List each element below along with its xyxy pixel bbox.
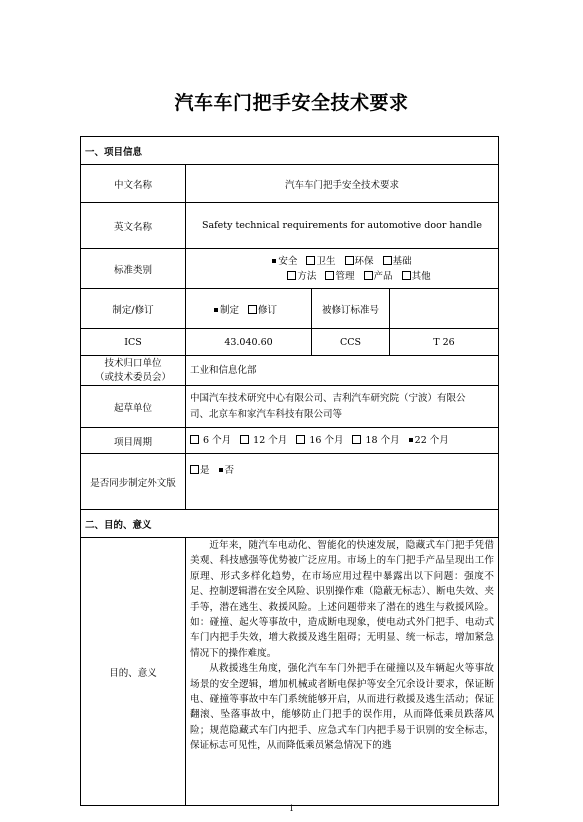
option-22-months[interactable]: 22 个月	[409, 435, 449, 446]
option-environment[interactable]: 环保	[345, 256, 374, 267]
page-number: 1	[288, 804, 295, 813]
row-tech-unit	[81, 356, 499, 386]
option-16-months[interactable]: 16 个月	[296, 435, 343, 446]
checkbox-icon	[352, 435, 361, 444]
make-revise-label: 制定/修订	[81, 289, 186, 329]
option-18-months[interactable]: 18 个月	[352, 435, 399, 446]
std-type-options	[186, 249, 499, 289]
option-basic[interactable]: 基础	[383, 256, 412, 267]
tech-unit-value: 工业和信息化部	[186, 356, 499, 386]
section-header-purpose: 二、目的、意义	[81, 510, 499, 538]
row-period	[81, 428, 499, 454]
revised-std-label: 被修订标准号	[312, 289, 390, 329]
revised-std-value[interactable]	[390, 289, 499, 329]
row-ics-ccs	[81, 329, 499, 356]
option-make[interactable]: 制定	[214, 305, 239, 316]
project-info-table	[80, 136, 499, 806]
option-management[interactable]: 管理	[325, 271, 354, 282]
period-options	[186, 428, 499, 454]
checked-mark-icon	[219, 468, 223, 472]
checkbox-icon	[190, 435, 199, 444]
option-yes[interactable]: 是	[190, 465, 210, 476]
ics-value: 43.040.60	[186, 329, 312, 356]
row-drafter	[81, 386, 499, 428]
purpose-label: 目的、意义	[81, 538, 186, 806]
row-std-type	[81, 249, 499, 289]
option-12-months[interactable]: 12 个月	[240, 435, 287, 446]
row-make-revise	[81, 289, 499, 329]
std-type-line-2	[190, 269, 494, 284]
checkbox-icon	[364, 271, 373, 280]
drafter-value: 中国汽车技术研究中心有限公司、吉利汽车研究院（宁波）有限公 司、北京车和家汽车科技有限公司等	[186, 386, 499, 428]
purpose-paragraph-2: 从救援逃生角度，强化汽车车门外把手在碰撞以及车辆起火等事故场景的安全逻辑，增加机械或者断电保护等安全冗余设计要求，保证断电、碰撞等事故中车门系统能够开启，从而进行救援及逃生活动；保证翻滚、坠落事故中，能够防止门把手的误作用，从而降低乘员跌落风险；规范隐藏式车门内把手、应急式车门内把手易于识别的安全标志，保证标志可见性，从而降低乘员紧急情况下的逃	[190, 663, 494, 752]
checkbox-icon	[383, 256, 392, 265]
purpose-text	[186, 538, 499, 806]
cn-name-label: 中文名称	[81, 165, 186, 203]
row-cn-name	[81, 165, 499, 203]
ccs-value: T 26	[390, 329, 499, 356]
std-type-line-1	[190, 254, 494, 269]
en-name-value: Safety technical requirements for automotive door handle	[186, 203, 499, 249]
en-name-label: 英文名称	[81, 203, 186, 249]
option-no[interactable]: 否	[219, 465, 235, 476]
ccs-label: CCS	[312, 329, 390, 356]
checked-mark-icon	[214, 308, 218, 312]
checked-mark-icon	[409, 438, 413, 442]
checkbox-icon	[240, 435, 249, 444]
option-product[interactable]: 产品	[364, 271, 393, 282]
checkbox-icon	[190, 465, 199, 474]
checked-mark-icon	[272, 259, 276, 263]
sync-label: 是否同步制定外文版	[81, 454, 186, 510]
row-purpose	[81, 538, 499, 806]
option-6-months[interactable]: 6 个月	[190, 435, 231, 446]
tech-unit-label: 技术归口单位 （或技术委员会）	[81, 356, 186, 386]
checkbox-icon	[248, 305, 257, 314]
row-sync-foreign	[81, 454, 499, 510]
period-label: 项目周期	[81, 428, 186, 454]
make-revise-options	[186, 289, 312, 329]
checkbox-icon	[306, 256, 315, 265]
cn-name-value: 汽车车门把手安全技术要求	[186, 165, 499, 203]
option-safety[interactable]: 安全	[272, 256, 297, 267]
checkbox-icon	[296, 435, 305, 444]
ics-label: ICS	[81, 329, 186, 356]
checkbox-icon	[287, 271, 296, 280]
row-en-name	[81, 203, 499, 249]
option-other[interactable]: 其他	[402, 271, 431, 282]
sync-options	[186, 454, 499, 510]
drafter-label: 起草单位	[81, 386, 186, 428]
checkbox-icon	[345, 256, 354, 265]
purpose-paragraph-1: 近年来，随汽车电动化、智能化的快速发展，隐藏式车门把手凭借美观、科技感强等优势被广泛应用。市场上的车门把手产品呈现出工作原理、形式多样化趋势，在市场应用过程中暴露出以下问题：强度不足、控制逻辑潜在安全风险、识别操作难（隐蔽无标志）、断电失效、夹手等，潜在逃生、救援风险。上述问题带来了潜在的逃生与救援风险。如：碰撞、起火等事故中，造成断电现象，使电动式外门把手、电动式车门内把手失效，增大救援及逃生阻碍；无明显、统一标志，增加紧急情况下的操作难度。	[190, 540, 494, 659]
std-type-label: 标准类别	[81, 249, 186, 289]
page-title: 汽车车门把手安全技术要求	[174, 92, 409, 114]
purpose-text-clip	[190, 538, 494, 802]
option-method[interactable]: 方法	[287, 271, 316, 282]
checkbox-icon	[325, 271, 334, 280]
checkbox-icon	[402, 271, 411, 280]
section-header-project-info: 一、项目信息	[81, 137, 499, 165]
option-hygiene[interactable]: 卫生	[306, 256, 335, 267]
option-revise[interactable]: 修订	[248, 305, 277, 316]
